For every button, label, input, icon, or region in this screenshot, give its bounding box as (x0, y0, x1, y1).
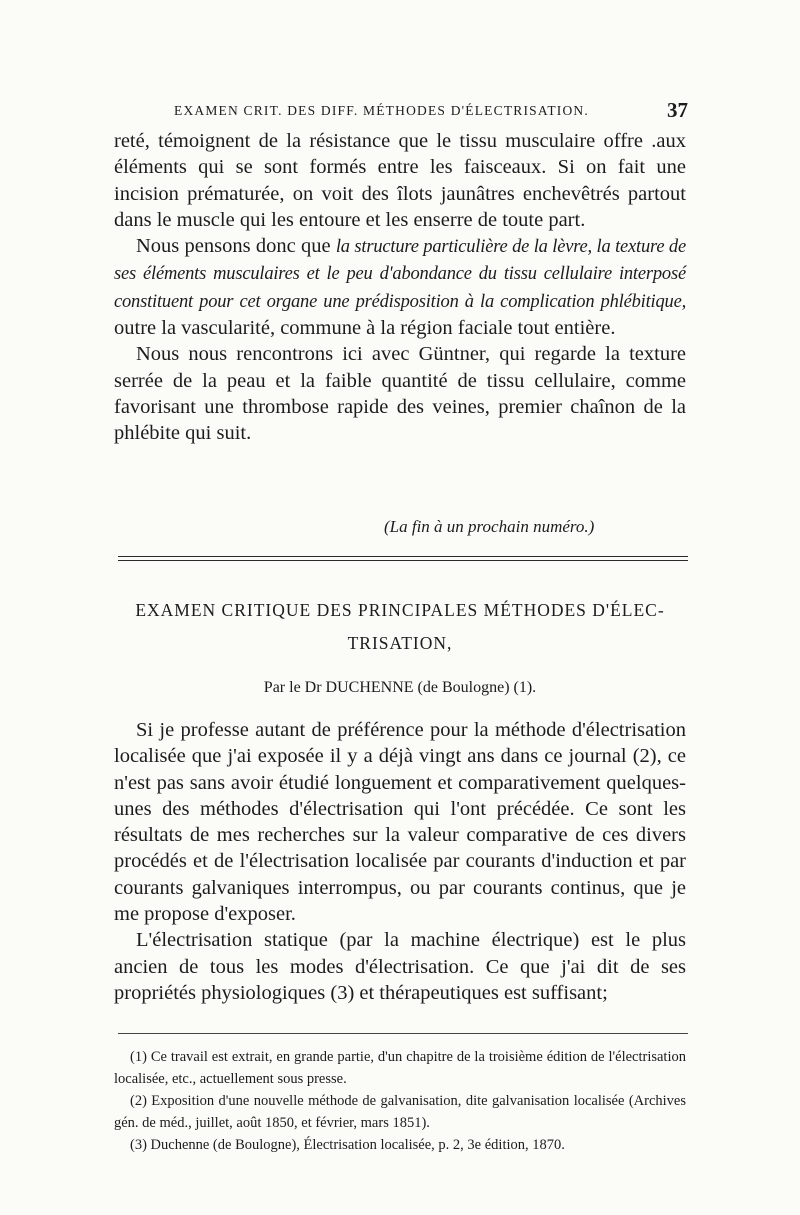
italic-emphasis: la structure particulière de la lèvre, la texture de ses éléments musculaires et le peu d'abondance du tissu cellulaire interposé constituent pour cet organe une prédisposition à la complication phlébitique, (114, 237, 686, 312)
section-divider (118, 556, 688, 557)
footnotes (114, 1046, 686, 1156)
title-line: EXAMEN CRITIQUE DES PRINCIPALES MÉTHODES D'ÉLEC- (135, 600, 665, 620)
title-line: TRISATION, (347, 633, 453, 653)
footnote: (3) Duchenne (de Boulogne), Électrisation localisée, p. 2, 3e édition, 1870. (130, 1137, 565, 1153)
article-title (114, 594, 686, 660)
footnote-divider (118, 1033, 688, 1034)
footnote: (1) Ce travail est extrait, en grande partie, d'un chapitre de la troisième édition de l'électrisation localisée, etc., actuellement sous presse. (114, 1049, 686, 1087)
article-byline: Par le Dr DUCHENNE (de Boulogne) (1). (263, 679, 537, 696)
text-run: Nous pensons donc que (136, 235, 336, 258)
page-header (108, 98, 688, 122)
text-run: outre la vascularité, commune à la région faciale tout entière. (114, 317, 616, 340)
running-head: EXAMEN CRIT. DES DIFF. MÉTHODES D'ÉLECTRISATION. (174, 103, 589, 118)
paragraph: L'électrisation statique (par la machine électrique) est le plus ancien de tous les modes d'électrisation. Ce que j'ai dit de ses propriétés physiologiques (3) et thérapeutiques est suffisant; (114, 929, 686, 1004)
section-divider (118, 560, 688, 561)
article-text (114, 717, 686, 1006)
continued-note: (La fin à un prochain numéro.) (384, 517, 595, 536)
paragraph: reté, témoignent de la résistance que le tissu musculaire offre .aux éléments qui se sont formés entre les faisceaux. Si on fait une incision prématurée, on voit des îlots jaunâtres enchevêtrés partout dans le muscle qui les entoure et les enserre de toute part. (114, 130, 686, 231)
page-number: 37 (667, 98, 688, 122)
paragraph: Nous nous rencontrons ici avec Güntner, qui regarde la texture serrée de la peau et la faible quantité de tissu cellulaire, comme favorisant une thrombose rapide des veines, premier chaînon de la phlébite qui suit. (114, 343, 686, 445)
previous-article-text (114, 128, 686, 447)
paragraph: Si je professe autant de préférence pour la méthode d'électrisation localisée que j'ai exposée il y a déjà vingt ans dans ce journal (2), ce n'est pas sans avoir étudié longuement et comparativement quelques-unes des méthodes d'électrisation qui l'ont précédée. Ce sont les résultats de mes recherches sur la valeur comparative de ces divers procédés et de l'électrisation localisée par courants d'induction et par courants galvaniques interrompus, ou par courants continus, que je me propose d'exposer. (114, 719, 686, 926)
footnote: (2) Exposition d'une nouvelle méthode de galvanisation, dite galvanisation localisée (Archives gén. de méd., juillet, août 1850, et février, mars 1851). (114, 1093, 686, 1131)
paragraph (114, 233, 686, 341)
